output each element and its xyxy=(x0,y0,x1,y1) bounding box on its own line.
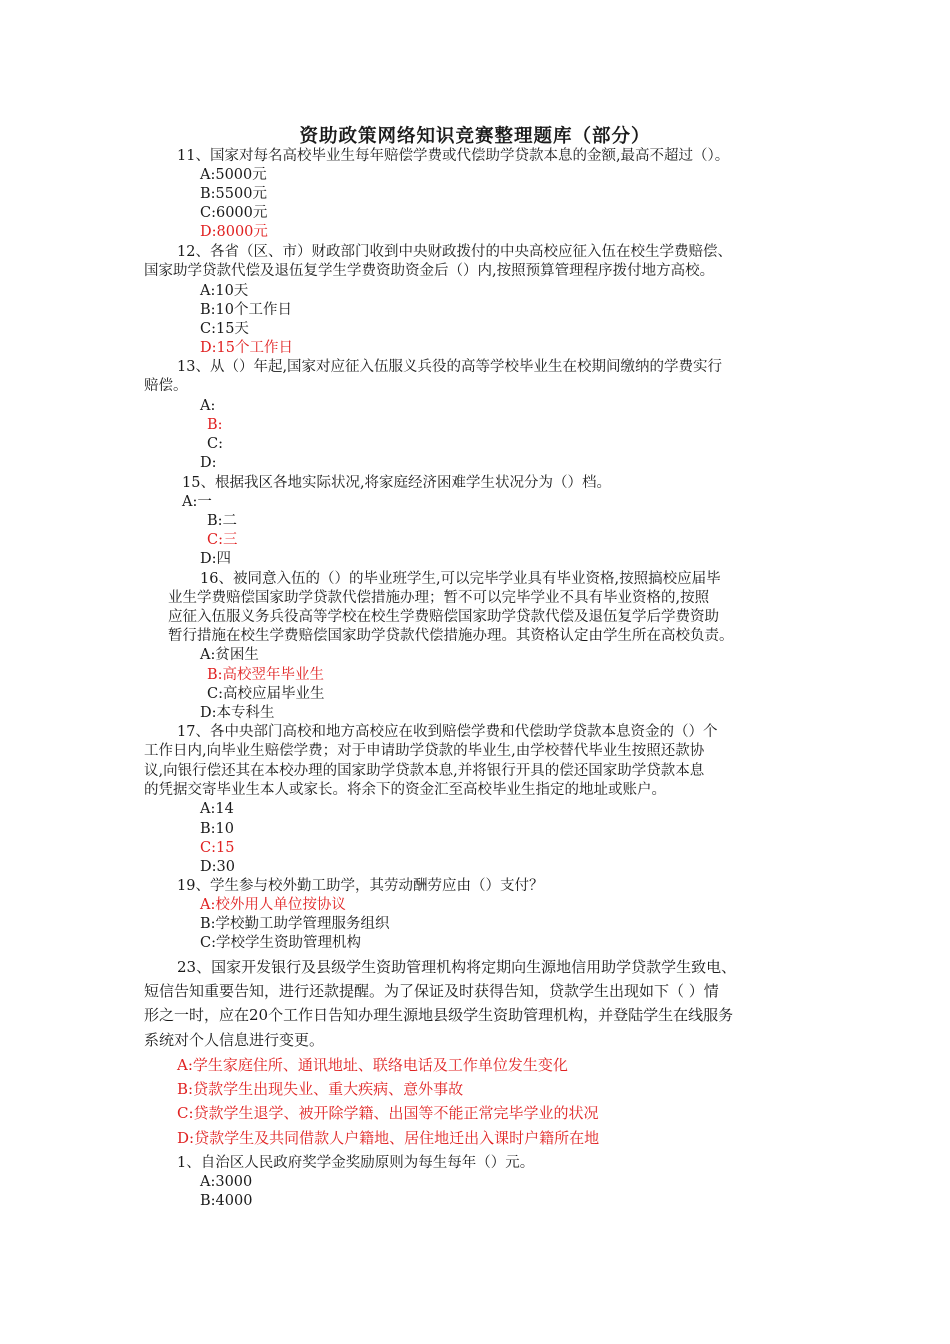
answer-option: D:15个工作日 xyxy=(200,340,293,356)
question-text: 16、被同意入伍的（）的毕业班学生,可以完毕学业具有毕业资格,按照搞校应届毕 xyxy=(200,571,721,587)
question-text: 13、从（）年起,国家对应征入伍服义兵役的高等学校毕业生在校期间缴纳的学费实行 xyxy=(177,359,723,375)
question-text: 工作日内,向毕业生赔偿学费；对于申请助学贷款的毕业生,由学校替代毕业生按照还款协 xyxy=(144,743,705,759)
answer-option: D:贷款学生及共同借款人户籍地、居住地迁出入课时户籍所在地 xyxy=(177,1129,600,1147)
question-text: 11、国家对每名高校毕业生每年赔偿学费或代偿助学贷款本息的金额,最高不超过（）。 xyxy=(177,148,730,164)
question-text: 国家助学贷款代偿及退伍复学生学费资助资金后（）内,按照预算管理程序拨付地方高校。 xyxy=(144,263,715,279)
question-text: 的凭据交寄毕业生本人或家长。将余下的资金汇至高校毕业生指定的地址或账户。 xyxy=(144,782,666,798)
answer-option: C:6000元 xyxy=(200,205,268,221)
answer-option: A:5000元 xyxy=(200,167,267,183)
question-text: 12、各省（区、市）财政部门收到中央财政拨付的中央高校应征入伍在校生学费赔偿、 xyxy=(177,244,732,260)
answer-option: B:10个工作日 xyxy=(200,302,292,318)
question-text: 1、自治区人民政府奖学金奖励原则为每生每年（）元。 xyxy=(177,1155,535,1171)
answer-option: A:学生家庭住所、通讯地址、联络电话及工作单位发生变化 xyxy=(177,1056,568,1074)
answer-option: B:贷款学生出现失业、重大疾病、意外事故 xyxy=(177,1080,464,1098)
answer-option: B: xyxy=(207,417,223,433)
answer-option: C:学校学生资助管理机构 xyxy=(200,935,361,951)
answer-option: A:贫困生 xyxy=(200,647,259,663)
answer-option: C:15 xyxy=(200,840,235,856)
question-text: 17、各中央部门高校和地方高校应在收到赔偿学费和代偿助学贷款本息资金的（）个 xyxy=(177,724,718,740)
answer-option: C:贷款学生退学、被开除学籍、出国等不能正常完毕学业的状况 xyxy=(177,1104,599,1122)
question-text: 应征入伍服义务兵役高等学校在校生学费赔偿国家助学贷款代偿及退伍复学后学费资助 xyxy=(168,609,719,625)
answer-option: A:一 xyxy=(182,494,212,510)
answer-option: B:5500元 xyxy=(200,186,267,202)
answer-option: C:15天 xyxy=(200,321,249,337)
answer-option: D:8000元 xyxy=(200,224,268,240)
question-text: 暂行措施在校生学费赔偿国家助学贷款代偿措施办理。其资格认定由学生所在高校负责。 xyxy=(168,628,734,644)
answer-option: B:高校翌年毕业生 xyxy=(207,667,325,683)
answer-option: B:4000 xyxy=(200,1193,253,1209)
question-text: 系统对个人信息进行变更。 xyxy=(144,1031,325,1049)
answer-option: B:10 xyxy=(200,821,234,837)
answer-option: A: xyxy=(200,398,216,414)
answer-option: A:3000 xyxy=(200,1174,253,1190)
answer-option: C:高校应届毕业生 xyxy=(207,686,325,702)
question-text: 业生学费赔偿国家助学贷款代偿措施办理；暂不可以完毕学业不具有毕业资格的,按照 xyxy=(168,590,710,606)
question-text: 形之一时，应在20个工作日告知办理生源地县级学生资助管理机构，并登陆学生在线服务 xyxy=(144,1006,734,1024)
answer-option: B:学校勤工助学管理服务组织 xyxy=(200,916,390,932)
answer-option: B:二 xyxy=(207,513,238,529)
question-text: 议,向银行偿还其在本校办理的国家助学贷款本息,并将银行开具的偿还国家助学贷款本息 xyxy=(144,763,705,779)
answer-option: D: xyxy=(200,455,217,471)
answer-option: A:14 xyxy=(200,801,234,817)
answer-option: D:四 xyxy=(200,551,232,567)
answer-option: A:10天 xyxy=(200,283,249,299)
answer-option: A:校外用人单位按协议 xyxy=(200,897,346,913)
question-text: 19、学生参与校外勤工助学，其劳动酬劳应由（）支付？ xyxy=(177,878,544,894)
answer-option: C: xyxy=(207,436,223,452)
answer-option: D:30 xyxy=(200,859,235,875)
question-text: 短信告知重要告知，进行还款提醒。为了保证及时获得告知，贷款学生出现如下（ ）情 xyxy=(144,982,719,1000)
answer-option: D:本专科生 xyxy=(200,705,275,721)
question-text: 赔偿。 xyxy=(144,378,188,394)
document-title: 资助政策网络知识竞赛整理题库（部分） xyxy=(299,126,651,147)
answer-option: C:三 xyxy=(207,532,238,548)
question-text: 15、根据我区各地实际状况,将家庭经济困难学生状况分为（）档。 xyxy=(182,475,612,491)
question-text: 23、国家开发银行及县级学生资助管理机构将定期向生源地信用助学贷款学生致电、 xyxy=(177,958,737,976)
